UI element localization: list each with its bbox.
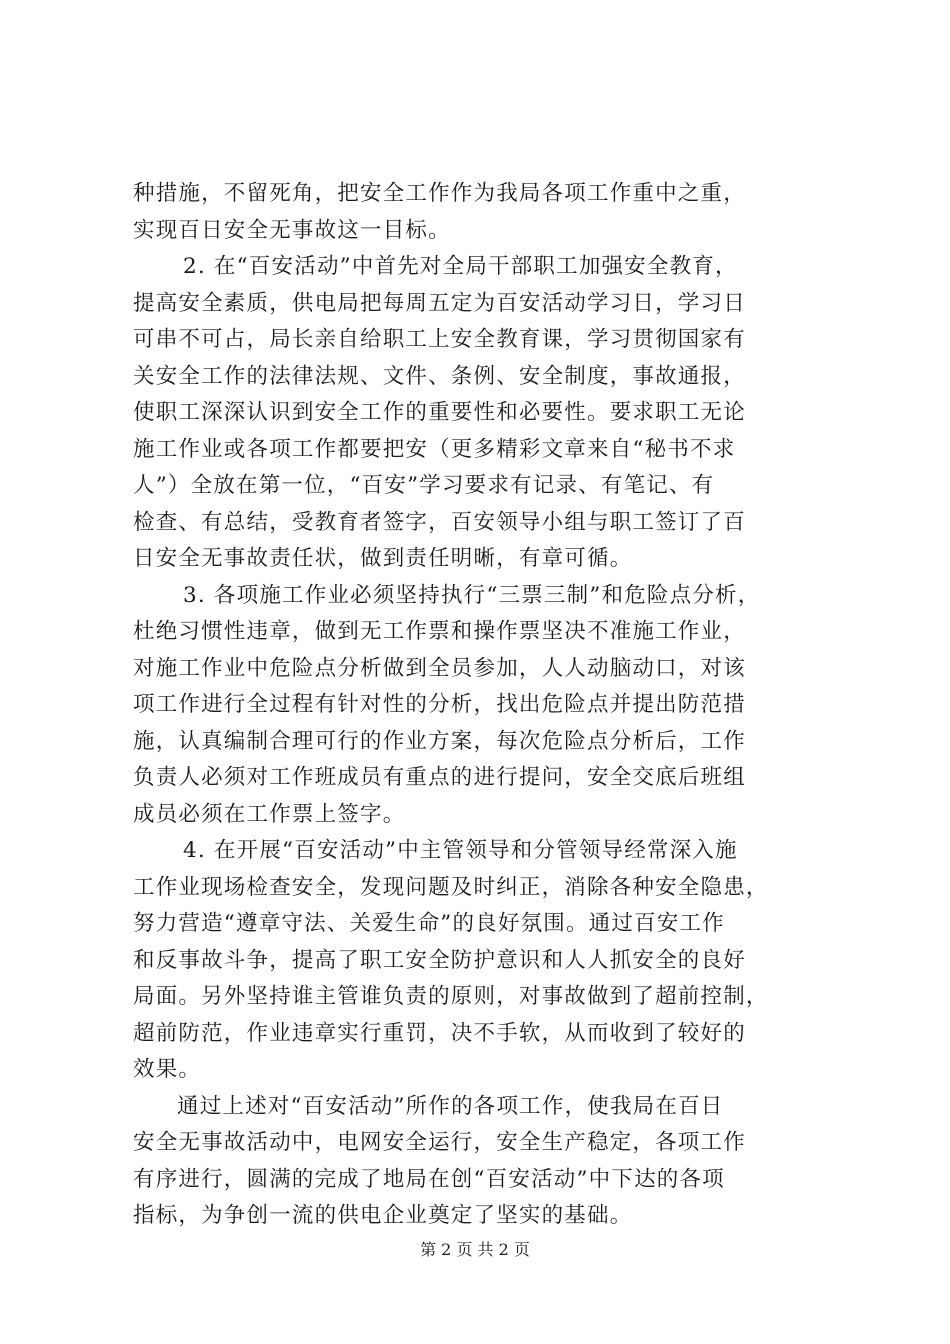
- body-line: 局面。另外坚持谁主管谁负责的原则，对事故做到了超前控制，: [133, 984, 769, 1009]
- body-line: 施工作业或各项工作都要把安（更多精彩文章来自“秘书不求: [133, 436, 736, 462]
- body-line: 种措施，不留死角，把安全工作作为我局各项工作重中之重，: [133, 181, 746, 206]
- body-line: 和反事故斗争，提高了职工安全防护意识和人人抓安全的良好: [133, 947, 746, 973]
- body-line: 关安全工作的法律法规、文件、条例、安全制度，事故通报，: [133, 363, 746, 389]
- body-line: 4. 在开展“百安活动”中主管领导和分管领导经常深入施: [183, 838, 738, 863]
- body-line: 可串不可占，局长亲自给职工上安全教育课，学习贯彻国家有: [133, 327, 746, 352]
- body-line: 3. 各项施工作业必须坚持执行“三票三制”和危险点分析，: [183, 582, 761, 608]
- body-line: 通过上述对“百安活动”所作的各项工作，使我局在百日: [177, 1093, 724, 1119]
- body-line: 实现百日安全无事故这一目标。: [133, 217, 451, 243]
- body-line: 成员必须在工作票上签字。: [133, 801, 406, 827]
- body-line: 对施工作业中危险点分析做到全员参加，人人动脑动口，对该: [133, 655, 746, 681]
- body-line: 提高安全素质，供电局把每周五定为百安活动学习日，学习日: [133, 290, 746, 316]
- body-line: 安全无事故活动中，电网安全运行，安全生产稳定，各项工作: [133, 1130, 746, 1155]
- body-line: 日安全无事故责任状，做到责任明晰，有章可循。: [133, 546, 633, 571]
- body-line: 有序进行，圆满的完成了地局在创“百安活动”中下达的各项: [133, 1166, 725, 1192]
- body-line: 使职工深深认识到安全工作的重要性和必要性。要求职工无论: [133, 400, 746, 425]
- body-line: 2. 在“百安活动”中首先对全局干部职工加强安全教育，: [183, 254, 738, 279]
- body-line: 项工作进行全过程有针对性的分析，找出危险点并提出防范措: [133, 692, 746, 717]
- body-line: 超前防范，作业违章实行重罚，决不手软，从而收到了较好的: [133, 1020, 746, 1046]
- body-line: 人”）全放在第一位，“百安”学习要求有记录、有笔记、有: [133, 473, 715, 498]
- body-line: 负责人必须对工作班成员有重点的进行提问，安全交底后班组: [133, 765, 746, 790]
- page-number-label: 第 2 页 共 2 页: [420, 1240, 530, 1259]
- body-line: 杜绝习惯性违章，做到无工作票和操作票坚决不准施工作业，: [133, 619, 746, 644]
- body-line: 效果。: [133, 1057, 202, 1082]
- body-line: 工作业现场检查安全，发现问题及时纠正，消除各种安全隐患，: [133, 874, 769, 900]
- body-line: 指标，为争创一流的供电企业奠定了坚实的基础。: [133, 1203, 633, 1228]
- document-body: [133, 176, 833, 1235]
- page-footer: [0, 1240, 950, 1260]
- body-line: 检查、有总结，受教育者签字，百安领导小组与职工签订了百: [133, 509, 746, 535]
- body-line: 努力营造“遵章守法、关爱生命”的良好氛围。通过百安工作: [133, 911, 725, 936]
- body-line: 施，认真编制合理可行的作业方案，每次危险点分析后，工作: [133, 728, 746, 754]
